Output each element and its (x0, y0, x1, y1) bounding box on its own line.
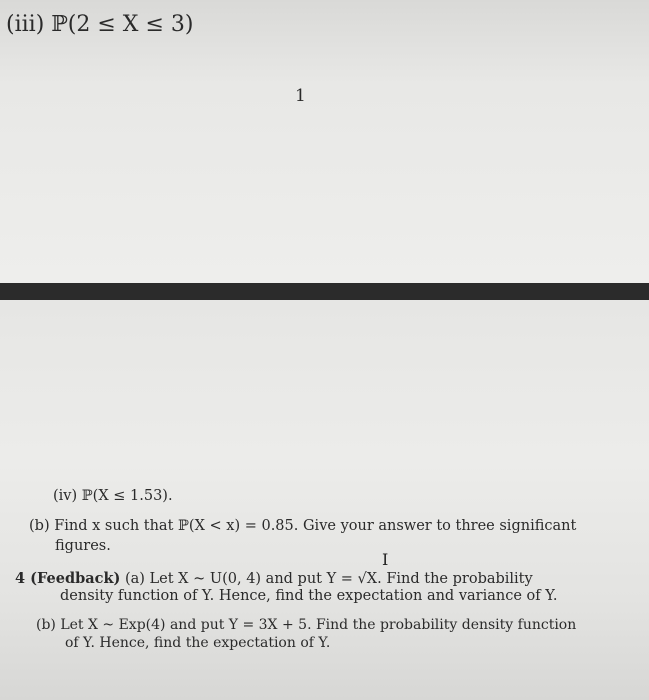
page-number: 1 (295, 86, 306, 106)
question-b2-line2: of Y. Hence, find the expectation of Y. (65, 635, 331, 651)
upper-page (0, 0, 649, 283)
question-b1-line1: (b) Find x such that ℙ(X < x) = 0.85. Give your answer to three significant (29, 518, 577, 534)
question-4-line2: density function of Y. Hence, find the expectation and variance of Y. (60, 588, 558, 604)
text-cursor-icon: I (382, 550, 389, 569)
page-divider (0, 283, 649, 300)
question-b2-line1: (b) Let X ~ Exp(4) and put Y = 3X + 5. Find the probability density function (36, 617, 577, 633)
question-4-line1 (15, 570, 533, 587)
question-b1-line2: figures. (55, 538, 111, 554)
question-4-label: 4 (Feedback) (15, 570, 121, 587)
question-iv: (iv) ℙ(X ≤ 1.53). (53, 488, 173, 504)
question-iii: (iii) ℙ(2 ≤ X ≤ 3) (6, 12, 194, 37)
question-4-text: (a) Let X ~ U(0, 4) and put Y = √X. Find the probability (120, 571, 533, 587)
